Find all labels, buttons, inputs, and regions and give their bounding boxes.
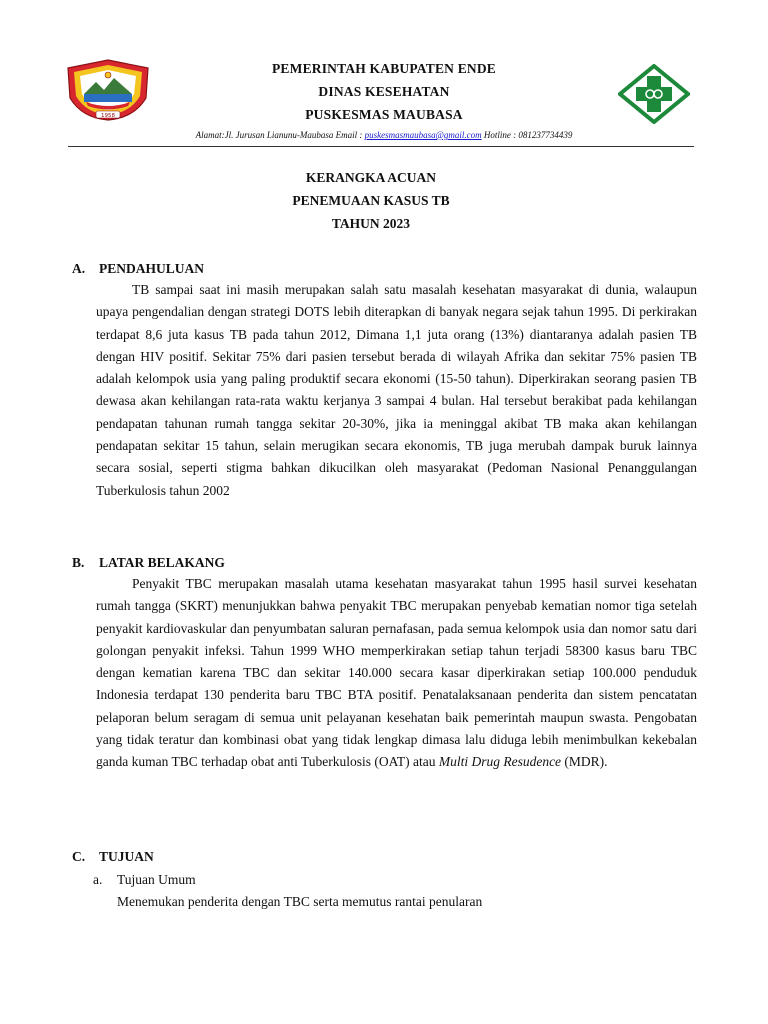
section-c-item-letter: a. xyxy=(93,872,103,887)
section-b-body-end: (MDR). xyxy=(561,754,608,770)
section-a-number: A. xyxy=(72,261,86,276)
address-prefix: Alamat:Jl. Jurusan Lianunu-Maubasa Email : xyxy=(195,130,365,140)
hotline-text: Hotline : 081237734439 xyxy=(481,130,573,140)
section-b-body: Penyakit TBC merupakan masalah utama kesehatan masyarakat tahun 1995 hasil survei kesehatan rumah tangga (SKRT) menunjukkan bahwa penyakit TBC merupakan penyebab kematian nomor tiga setelah penyakit kardiovaskular dan penyumbatan saluran pernafasan, pada semua kelompok usia dan nomor satu dari golongan penyakit infeksi. Tahun 1999 WHO memperkirakan setiap tahun terjadi 58300 kasus baru TBC dengan kematian karena TBC dan sekitar 140.000 secara kasar diperkirakan setiap 100.000 penduduk Indonesia terdapat 130 penderita baru TBC BTA positif. Penatalaksanaan penderita dan sistem pencatatan pelaporan belum seragam di semua unit pelayanan kesehatan baik pemerintah maupun swasta. Pengobatan yang tidak teratur dan kombinasi obat yang tidak lengkap dimasa lalu diduga lebih menimbulkan kekebalan ganda kuman TBC terhadap obat anti Tuberkulosis (OAT) atau xyxy=(96,576,697,770)
section-a-heading xyxy=(72,261,204,277)
section-c-item-text: Menemukan penderita dengan TBC serta memutus rantai penularan xyxy=(117,894,483,909)
section-b-heading xyxy=(72,555,225,571)
section-b-title: LATAR BELAKANG xyxy=(99,555,225,570)
section-c-number: C. xyxy=(72,849,86,864)
section-c-item-label: Tujuan Umum xyxy=(117,872,196,887)
section-b-italic-term: Multi Drug Resudence xyxy=(438,754,562,770)
puskesmas-cross-logo-icon xyxy=(618,64,690,124)
document-title: KERANGKA ACUAN xyxy=(305,170,437,185)
email-link[interactable]: puskesmasmaubasa@gmail.com xyxy=(364,130,482,140)
section-a-paragraph: TB sampai saat ini masih merupakan salah satu masalah kesehatan masyarakat di dunia, walaupun upaya pengendalian dengan strategi DOTS lebih diterapkan di banyak negara sejak tahun 1995. Di perkirakan terdapat 8,6 juta kasus TB pada tahun 2012, Dimana 1,1 juta orang (13%) diantaranya adalah pasien TB dengan HIV positif. Sekitar 75% dari pasien tersebut berada di wilayah Afrika dan sekitar 75% pasien TB adalah kelompok usia yang paling produktif secara ekonomi (15-50 tahun). Diperkirakan seorang pasien TB dewasa akan kehilangan rata-rata waktu kerjanya 3 sampai 4 bulan. Hal tersebut berakibat pada kehilangan pendapatan tahunan rumah tangga sekitar 20-30%, jika ia meninggal akibat TB maka akan kehilangan pendapatan sekitar 15 tahun, selain merugikan secara ekonomis, TB juga merubah dampak buruk lainnya secara sosial, seperti stigma bahkan dikucilkan oleh masyarakat (Pedoman Nasional Penanggulangan Tuberkulosis tahun 2002 xyxy=(96,282,697,498)
section-a-title: PENDAHULUAN xyxy=(99,261,205,276)
document-subtitle: PENEMUAAN KASUS TB xyxy=(292,193,450,208)
letterhead-divider xyxy=(68,146,694,147)
section-b-number: B. xyxy=(72,555,85,570)
letterhead-address xyxy=(0,130,768,140)
section-b-paragraph xyxy=(96,573,697,774)
section-c-item xyxy=(93,872,196,888)
section-c-title: TUJUAN xyxy=(99,849,154,864)
letterhead-department: DINAS KESEHATAN xyxy=(318,84,450,99)
letterhead-clinic-name: PUSKESMAS MAUBASA xyxy=(305,107,463,122)
letterhead-government: PEMERINTAH KABUPATEN ENDE xyxy=(271,61,496,76)
emblem-year-text: 1958 xyxy=(101,113,115,119)
document-year: TAHUN 2023 xyxy=(331,216,411,231)
section-c-heading xyxy=(72,849,154,865)
